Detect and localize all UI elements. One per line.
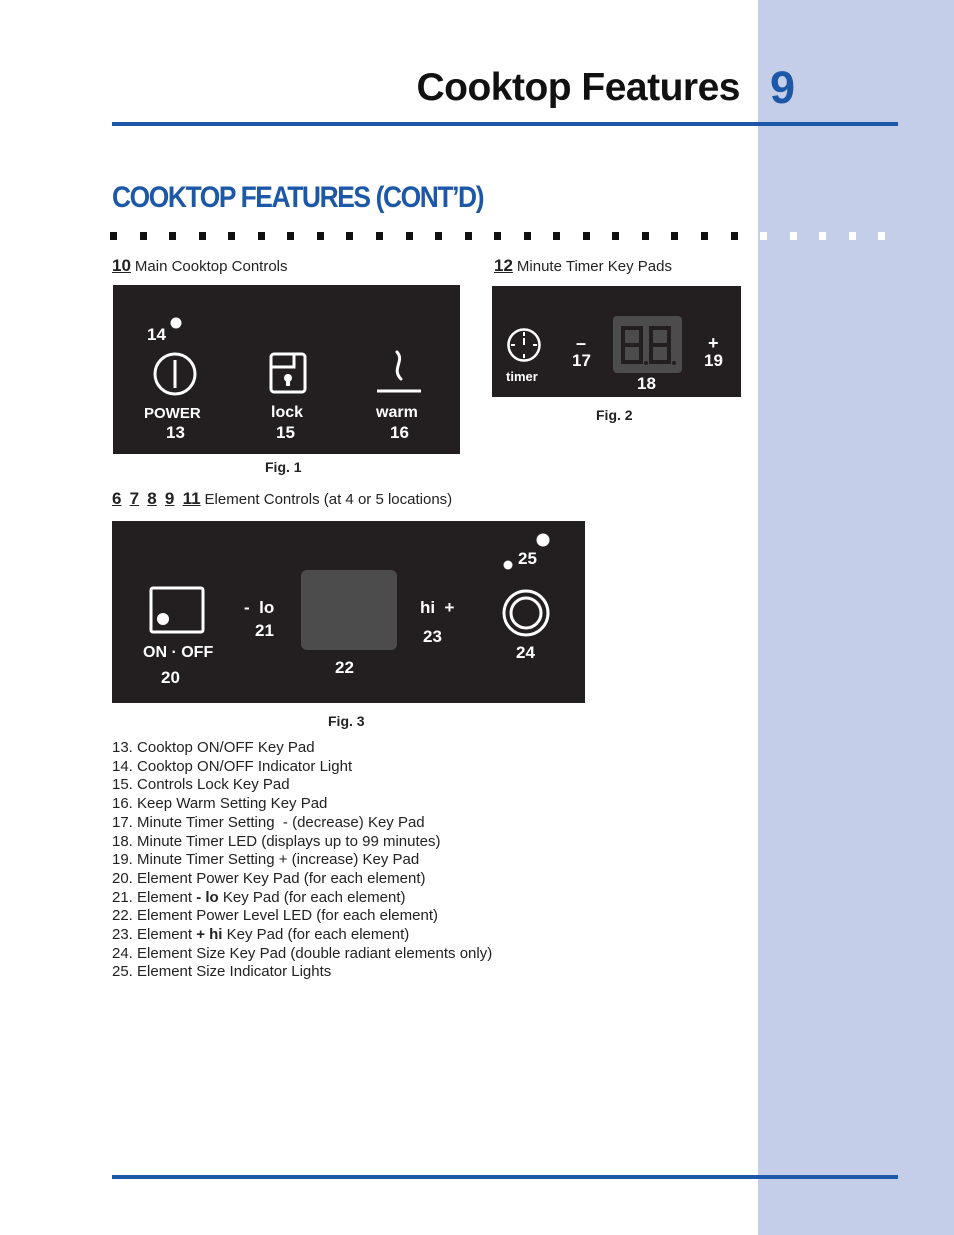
legend-bold-text: + hi <box>196 926 223 944</box>
timer-minus-button[interactable]: – <box>576 333 587 353</box>
size-light-large-icon <box>535 532 551 548</box>
seven-segment-icon <box>613 316 682 373</box>
caption-text: Minute Timer Key Pads <box>516 258 672 275</box>
divider-dot <box>465 232 472 240</box>
caption-number: 12 <box>494 256 513 275</box>
page-number: 9 <box>770 62 796 113</box>
legend-text: 13. Cooktop ON/OFF Key Pad <box>112 739 315 756</box>
caption-element-controls <box>112 489 452 509</box>
sidebar-band <box>758 0 954 1235</box>
page-title: Cooktop Features <box>416 66 740 109</box>
legend-list <box>112 739 492 982</box>
divider-dot <box>435 232 442 240</box>
warm-icon[interactable] <box>375 349 425 395</box>
caption-text: Main Cooktop Controls <box>134 258 288 275</box>
on-off-icon[interactable] <box>149 586 205 634</box>
label-19: 19 <box>704 351 723 370</box>
legend-item <box>112 945 492 964</box>
legend-item <box>112 889 492 908</box>
divider-dot <box>346 232 353 240</box>
divider-dot <box>140 232 147 240</box>
label-25: 25 <box>518 549 537 568</box>
divider-dot <box>199 232 206 240</box>
label-18: 18 <box>637 374 656 393</box>
divider-dot <box>849 232 856 240</box>
divider-dot <box>878 232 885 240</box>
divider-dot <box>228 232 235 240</box>
legend-item <box>112 795 492 814</box>
timer-panel <box>492 286 741 397</box>
lock-label: lock <box>271 404 304 421</box>
legend-item <box>112 851 492 870</box>
divider-dot <box>406 232 413 240</box>
divider-dot <box>760 232 767 240</box>
label-16: 16 <box>390 423 409 442</box>
timer-label: timer <box>506 369 538 384</box>
label-21: 21 <box>255 621 274 640</box>
legend-item <box>112 833 492 852</box>
legend-item <box>112 963 492 982</box>
legend-item <box>112 814 492 833</box>
power-level-led <box>301 570 397 650</box>
caption-number: 8 <box>147 489 157 508</box>
divider-dot <box>701 232 708 240</box>
on-off-label: ON · OFF <box>143 644 214 661</box>
divider-dot <box>790 232 797 240</box>
caption-number: 10 <box>112 256 131 275</box>
legend-text: 24. Element Size Key Pad (double radiant elements only) <box>112 944 493 962</box>
timer-icon[interactable] <box>506 327 542 363</box>
legend-text: 19. Minute Timer Setting + (increase) Key Pad <box>112 851 420 869</box>
power-icon[interactable] <box>152 351 198 397</box>
legend-text: Key Pad (for each element) <box>218 888 406 906</box>
legend-item <box>112 926 492 945</box>
divider-dot <box>494 232 501 240</box>
fig2-label: Fig. 2 <box>596 407 633 423</box>
label-17: 17 <box>572 351 591 370</box>
label-14: 14 <box>147 325 166 344</box>
label-13: 13 <box>166 423 185 442</box>
legend-text: 22. Element Power Level LED (for each element) <box>112 907 438 925</box>
legend-text: 17. Minute Timer Setting - (decrease) Key Pad <box>112 813 425 831</box>
legend-item <box>112 870 492 889</box>
legend-text: 23. Element <box>112 926 197 944</box>
caption-number: 6 <box>112 489 122 508</box>
footer-rule <box>112 1175 898 1179</box>
divider-dot <box>583 232 590 240</box>
timer-plus-button[interactable]: + <box>708 333 719 353</box>
divider-dot <box>671 232 678 240</box>
divider-dot <box>110 232 117 240</box>
legend-text: 25. Element Size Indicator Lights <box>112 963 332 981</box>
divider-dot <box>287 232 294 240</box>
legend-text: 15. Controls Lock Key Pad <box>112 776 290 794</box>
label-20: 20 <box>161 668 180 687</box>
caption-text: Element Controls (at 4 or 5 locations) <box>204 491 453 508</box>
divider-dot <box>819 232 826 240</box>
divider-dot <box>524 232 531 240</box>
caption-number: 9 <box>164 489 175 508</box>
fig1-label: Fig. 1 <box>265 459 302 475</box>
hi-button[interactable]: hi + <box>420 598 455 617</box>
legend-item <box>112 907 492 926</box>
legend-text: 14. Cooktop ON/OFF Indicator Light <box>112 757 353 775</box>
lo-button[interactable]: - lo <box>244 598 275 617</box>
label-24: 24 <box>516 643 535 662</box>
divider-dot <box>317 232 324 240</box>
element-size-icon[interactable] <box>501 588 551 638</box>
divider-dot <box>169 232 176 240</box>
divider-dot <box>612 232 619 240</box>
caption-timer <box>494 256 672 276</box>
indicator-light-icon <box>169 316 183 330</box>
divider-dot <box>553 232 560 240</box>
legend-text: 21. Element <box>112 888 197 906</box>
legend-text: Key Pad (for each element) <box>222 926 410 944</box>
section-title: COOKTOP FEATURES (CONT’D) <box>112 181 484 214</box>
legend-text: 18. Minute Timer LED (displays up to 99 minutes) <box>112 832 441 850</box>
warm-label: warm <box>376 404 418 421</box>
element-controls-panel <box>112 521 585 703</box>
caption-number: 7 <box>129 489 140 508</box>
main-controls-panel <box>113 285 460 454</box>
divider-dot <box>376 232 383 240</box>
legend-text: 20. Element Power Key Pad (for each element) <box>112 869 426 887</box>
divider-dot <box>258 232 265 240</box>
label-15: 15 <box>276 423 295 442</box>
legend-item <box>112 739 492 758</box>
header-rule <box>112 122 898 126</box>
timer-led-display <box>613 316 682 373</box>
label-22: 22 <box>335 658 354 677</box>
caption-main-controls <box>112 256 288 276</box>
label-23: 23 <box>423 627 442 646</box>
dotted-divider <box>110 232 900 242</box>
legend-item <box>112 776 492 795</box>
fig3-label: Fig. 3 <box>328 713 365 729</box>
legend-item <box>112 758 492 777</box>
size-light-small-icon <box>502 559 514 571</box>
lock-icon[interactable] <box>268 351 308 397</box>
power-label: POWER <box>144 405 201 422</box>
divider-dot <box>642 232 649 240</box>
divider-dot <box>731 232 738 240</box>
legend-bold-text: - lo <box>196 888 219 906</box>
legend-text: 16. Keep Warm Setting Key Pad <box>112 795 328 813</box>
caption-number: 11 <box>182 489 201 508</box>
